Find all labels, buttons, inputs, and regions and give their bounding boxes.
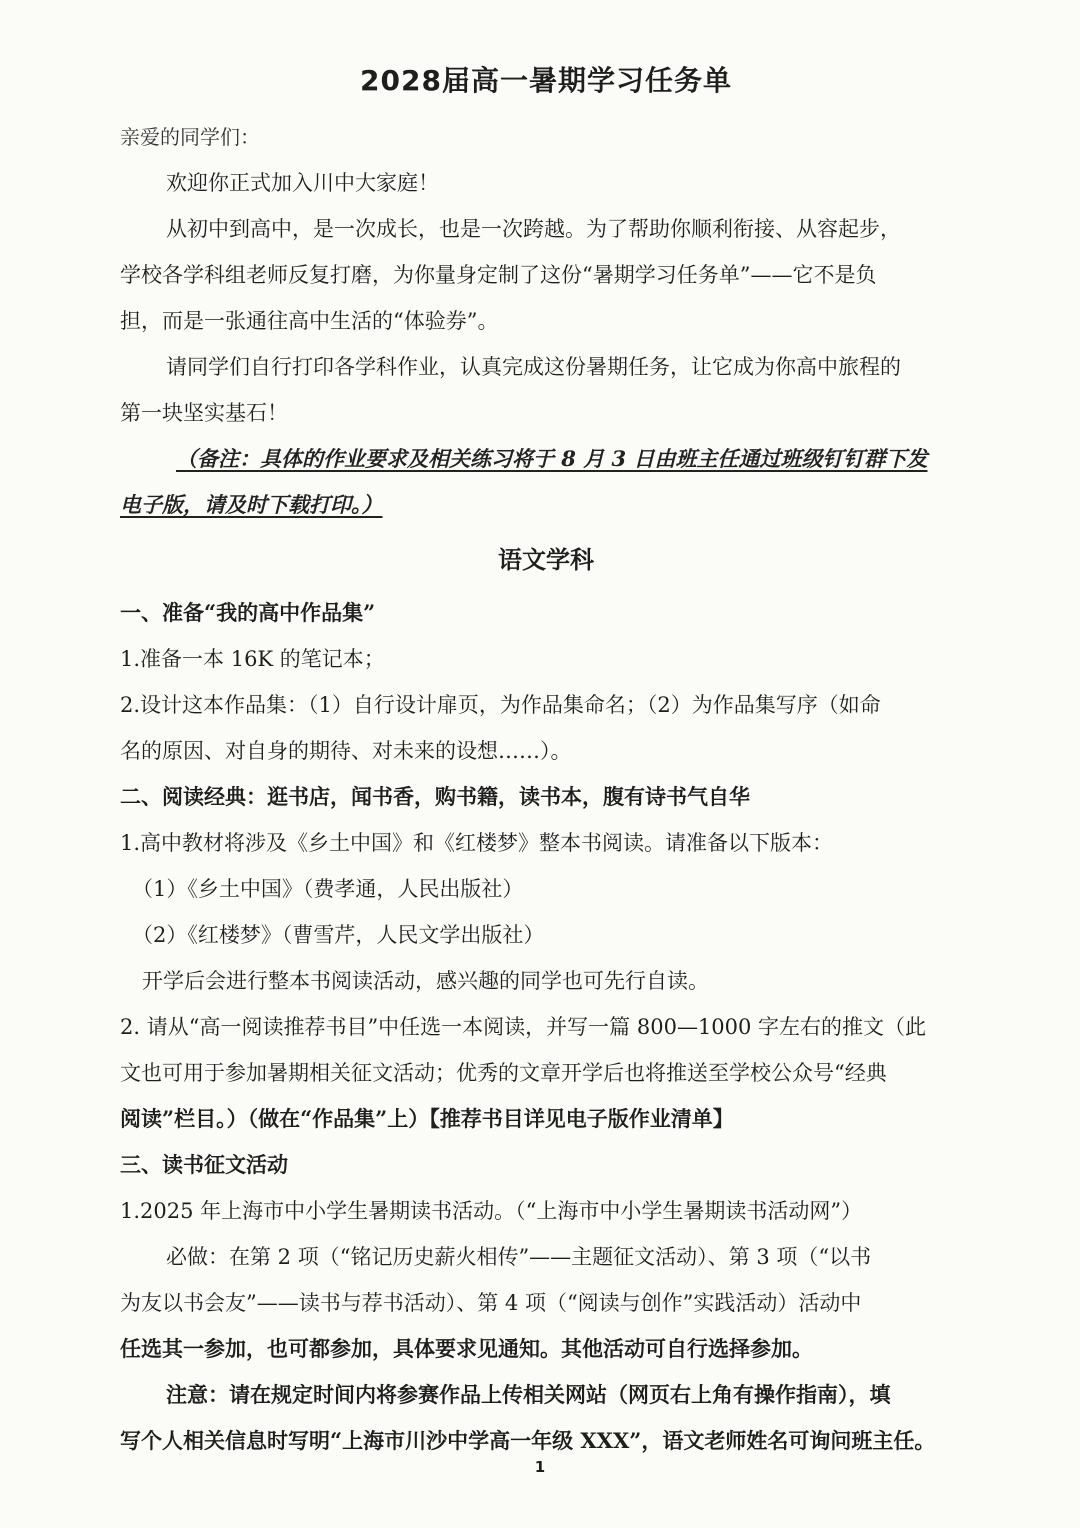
intro-paragraph-2-line-1: 请同学们自行打印各学科作业，认真完成这份暑期任务，让它成为你高中旅程的 — [166, 355, 901, 379]
part2-heading: 二、阅读经典：逛书店，闻书香，购书籍，读书本，腹有诗书气自华 — [120, 784, 750, 809]
section-title-chinese: 语文学科 — [498, 545, 594, 574]
book-xiangtu-zhongguo: （1）《乡土中国》（费孝通，人民出版社） — [132, 877, 524, 901]
document-title: 2028届高一暑期学习任务单 — [360, 64, 732, 97]
welcome-line: 欢迎你正式加入川中大家庭！ — [166, 171, 439, 195]
remark-note-line-1: （备注：具体的作业要求及相关练习将于 8 月 3 日由班主任通过班级钉钉群下发 — [176, 446, 928, 471]
book-hongloumeng: （2）《红楼梦》（曹雪芹，人民文学出版社） — [132, 923, 545, 947]
page-number: 1 — [534, 1458, 546, 1476]
part3-heading: 三、读书征文活动 — [120, 1152, 288, 1177]
intro-paragraph-1-line-2: 学校各学科组老师反复打磨，为你量身定制了这份“暑期学习任务单”——它不是负 — [120, 263, 877, 287]
part1-item-2-line-1: 2.设计这本作品集：（1）自行设计扉页，为作品集命名；（2）为作品集写序（如命 — [120, 693, 881, 717]
part3-required-line-3: 任选其一参加，也可都参加，具体要求见通知。其他活动可自行选择参加。 — [120, 1336, 813, 1361]
part2-item-2-line-1: 2. 请从“高一阅读推荐书目”中任选一本阅读，并写一篇 800—1000 字左右的推文（此 — [120, 1015, 927, 1039]
part3-attention-line-1: 注意：请在规定时间内将参赛作品上传相关网站（网页右上角有操作指南），填 — [166, 1382, 891, 1407]
part3-item-1: 1.2025 年上海市中小学生暑期读书活动。（“上海市中小学生暑期读书活动网”） — [120, 1199, 863, 1223]
part3-required-line-2: 为友以书会友”——读书与荐书活动）、第 4 项（“阅读与创作”实践活动）活动中 — [120, 1291, 862, 1315]
part1-item-1: 1.准备一本 16K 的笔记本； — [120, 647, 385, 671]
part1-item-2-line-2: 名的原因、对自身的期待、对未来的设想……）。 — [120, 739, 572, 763]
intro-paragraph-2-line-2: 第一块坚实基石！ — [120, 401, 288, 425]
part3-required-line-1: 必做：在第 2 项（“铭记历史薪火相传”——主题征文活动）、第 3 项（“以书 — [166, 1245, 872, 1269]
intro-paragraph-1-line-1: 从初中到高中，是一次成长，也是一次跨越。为了帮助你顺利衔接、从容起步， — [166, 217, 901, 241]
part3-attention-line-2: 写个人相关信息时写明“上海市川沙中学高一年级 XXX”，语文老师姓名可询问班主任。 — [120, 1428, 936, 1453]
part2-item-2-line-2: 文也可用于参加暑期相关征文活动；优秀的文章开学后也将推送至学校公众号“经典 — [120, 1061, 887, 1085]
part2-item-2-line-3: 阅读”栏目。）（做在“作品集”上）【推荐书目详见电子版作业清单】 — [120, 1106, 734, 1131]
greeting: 亲爱的同学们： — [120, 125, 260, 149]
part1-heading: 一、准备“我的高中作品集” — [120, 600, 376, 625]
part2-reading-note: 开学后会进行整本书阅读活动，感兴趣的同学也可先行自读。 — [142, 969, 709, 993]
part2-item-1: 1.高中教材将涉及《乡土中国》和《红楼梦》整本书阅读。请准备以下版本： — [120, 831, 834, 855]
remark-note-line-2: 电子版，请及时下载打印。） — [120, 492, 383, 517]
intro-paragraph-1-line-3: 担，而是一张通往高中生活的“体验券”。 — [120, 309, 499, 333]
